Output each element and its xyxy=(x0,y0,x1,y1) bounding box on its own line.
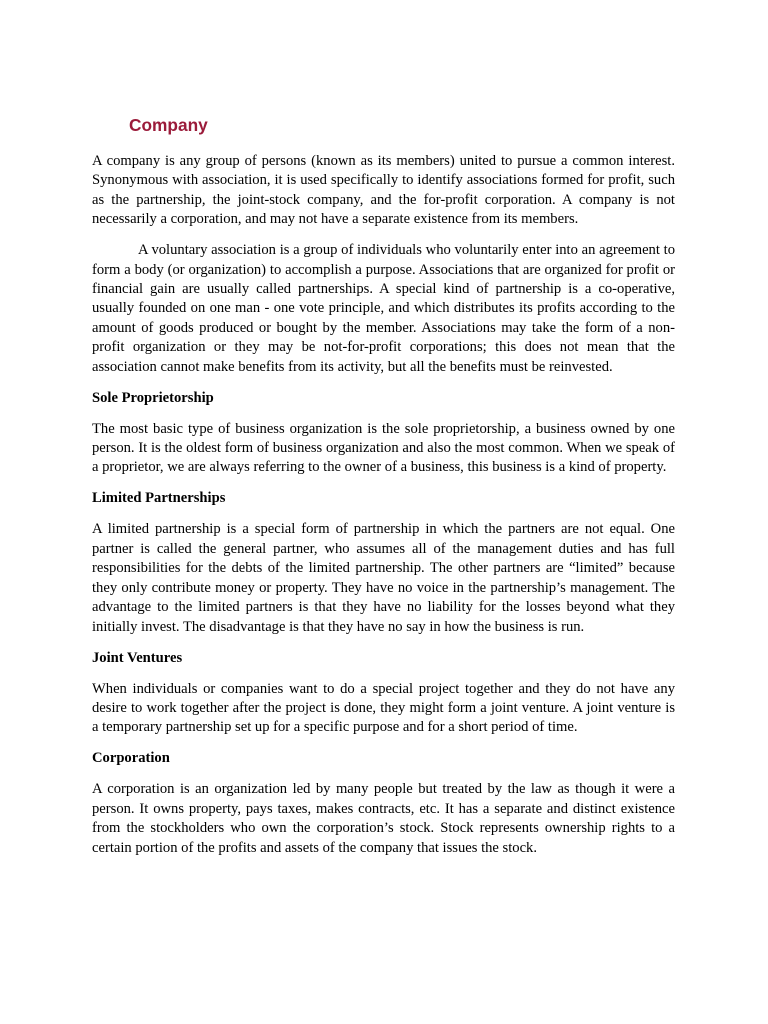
section-heading-limited-partnerships: Limited Partnerships xyxy=(92,490,226,507)
section-heading-sole-proprietorship: Sole Proprietorship xyxy=(92,389,214,406)
section-heading-corporation: Corporation xyxy=(92,750,170,767)
section-heading-joint-ventures: Joint Ventures xyxy=(92,649,183,666)
section-body-corporation: A corporation is an organization led by many people but treated by the law as though it were a person. It owns property, pays taxes, makes contracts, etc. It has a separate and distinct existence from the stockholders who own the corporation’s stock. Stock represents ownership rights to a certain portion of the profits and assets of the company that issues the stock. xyxy=(92,781,675,856)
section-body-sole-proprietorship: The most basic type of business organization is the sole proprietorship, a business owned by one person. It is the oldest form of business organization and also the most common. When we speak of a proprietor, we are always referring to the owner of a business, this business is a kind of property. xyxy=(92,420,675,476)
document-body xyxy=(92,114,675,870)
section-body-limited-partnerships: A limited partnership is a special form of partnership in which the partners are not equal. One partner is called the general partner, who assumes all of the management duties and has full responsibilities for the debts of the limited partnership. The other partners are “limited” because they only contribute money or property. They have no voice in the partnership’s management. The advantage to the limited partners is that they have no liability for the losses beyond what they initially invest. The disadvantage is that they have no say in how the business is run. xyxy=(92,521,675,635)
section-body-joint-ventures: When individuals or companies want to do a special project together and they do not have any desire to work together after the project is done, they might form a joint venture. A joint venture is a temporary partnership set up for a specific purpose and for a short period of time. xyxy=(92,680,675,736)
voluntary-association-paragraph: A voluntary association is a group of individuals who voluntarily enter into an agreement to form a body (or organization) to accomplish a purpose. Associations that are organized for profit or financial gain are usually called partnerships. A special kind of partnership is a co-operative, usually founded on one man - one vote principle, and which distributes its profits according to the amount of goods produced or bought by the member. Associations may take the form of a non-profit organization or they may be not-for-profit corporations; this does not mean that the association cannot make benefits from its activity, but all the benefits must be reinvested. xyxy=(92,242,675,375)
page-title: Company xyxy=(129,115,208,135)
intro-paragraph: A company is any group of persons (known as its members) united to pursue a common interest. Synonymous with association, it is used specifically to identify associations formed for profit, such as the partnership, the joint-stock company, and the for-profit corporation. A company is not necessarily a corporation, and may not have a separate existence from its members. xyxy=(92,153,675,228)
